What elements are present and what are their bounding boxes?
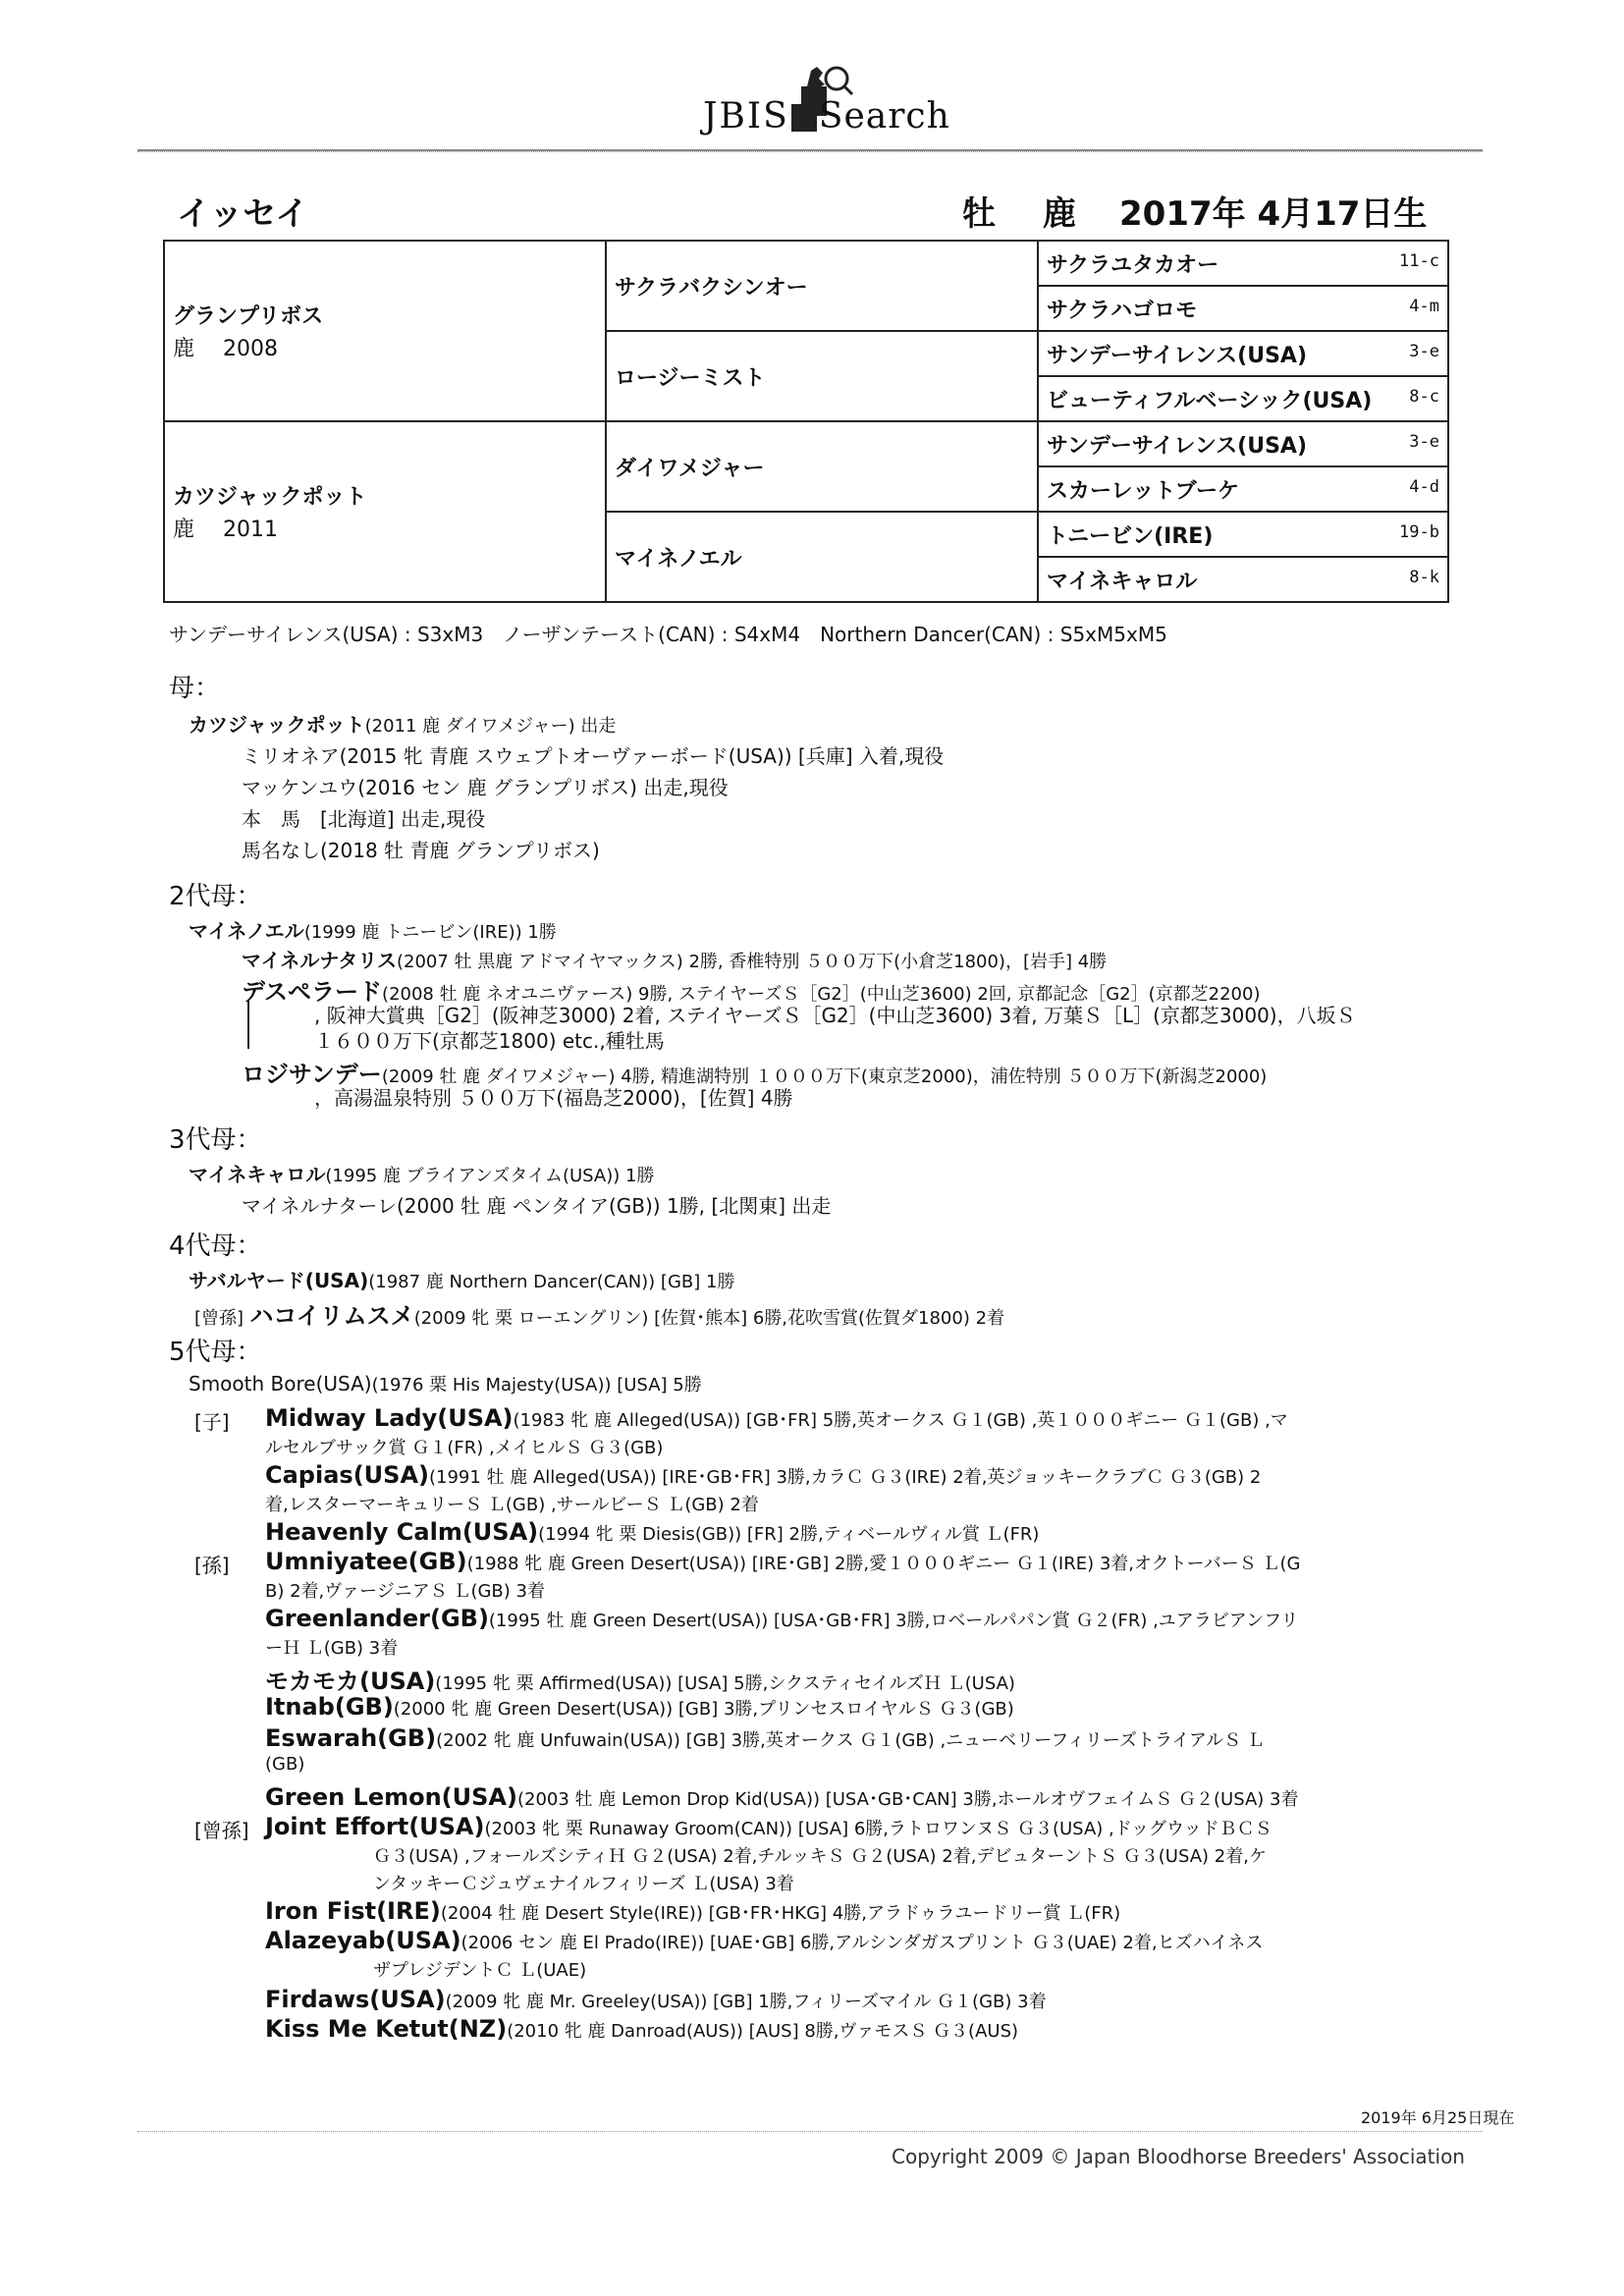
family-number: 8-k [1409,568,1439,587]
relation-tag: [曾孫] [194,1308,244,1329]
gen5-entry-cont: ザプレジデントＣ Ｌ(UAE) [373,1960,587,1981]
offspring-line: ミリオネア(2015 牝 青鹿 スウェプトオーヴァーボード(USA)) [兵庫] 入着,現役 [242,744,945,768]
dam-entry-desc: (2011 鹿 ダイワメジャー) 出走 [364,716,617,737]
entry-name: モカモカ(USA) [265,1667,436,1695]
entry-name: Heavenly Calm(USA) [265,1518,539,1546]
offspring-name: デスペラード [242,978,383,1006]
gen5-entry-cont: (GB) [265,1754,305,1775]
horse-header [177,187,1453,236]
pedigree-gen3-cell [1038,331,1448,376]
gen5-dam-name: Smooth Bore(USA) [189,1372,372,1395]
sire-name: グランプリボス [173,304,324,329]
gen4-offspring-line [194,1296,1004,1331]
entry-desc: (1995 牝 栗 Affirmed(USA)) [USA] 5勝,シクスティセイルズＨ Ｌ(USA) [435,1673,1015,1694]
pedigree-gen3-cell [1038,512,1448,557]
pedigree-gen3-cell [1038,376,1448,421]
entry-desc: (2004 牡 鹿 Desert Style(IRE)) [GB･FR･HKG] 4勝,アラドゥラユードリー賞 Ｌ(FR) [440,1903,1121,1924]
family-number: 19-b [1399,522,1439,542]
gen3-name: トニービン(IRE) [1047,523,1214,549]
horse-birthdate: 2017年 4月17日生 [1119,194,1428,234]
relation-tag-great-grandchild: [曾孫] [194,1819,249,1842]
section-heading-dam: 母： [169,674,221,703]
pedigree-dam-dam: マイネノエル [606,512,1038,602]
horse-sex-color: 牡 鹿 [962,194,1094,234]
gen5-entry [265,1783,1298,1811]
offspring-line: マッケンユウ(2016 セン 鹿 グランプリボス) 出走,現役 [242,776,729,799]
entry-desc: (2003 牝 栗 Runaway Groom(CAN)) [USA] 6勝,ラトロワンヌＳ Ｇ３(USA) ,ドッグウッドＢＣＳ [484,1819,1272,1839]
relation-tag-child: [子] [194,1410,230,1434]
pedigree-gen3-cell [1038,421,1448,466]
gen2-offspring-cont: , 阪神大賞典［G2］(阪神芝3000) 2着, ステイヤーズＳ［G2］(中山芝3600) 3着, 万葉Ｓ［L］(京都芝3000)，八坂Ｓ [314,1004,1356,1027]
gen3-name: サンデーサイレンス(USA) [1047,433,1307,459]
gen3-dam-line [189,1159,654,1187]
entry-desc: (2002 牝 鹿 Unfuwain(USA)) [GB] 3勝,英オークス Ｇ１(GB) ,ニューベリーフィリーズトライアルＳ Ｌ [436,1730,1265,1751]
gen3-offspring-line: マイネルナターレ(2000 牡 鹿 ペンタイア(GB)) 1勝, [北関東] 出走 [242,1194,832,1218]
gen3-dam-name: マイネキャロル [189,1163,326,1186]
entry-name: Itnab(GB) [265,1693,394,1721]
relation-tag-grandchild: [孫] [194,1554,230,1577]
entry-name: Greenlander(GB) [265,1605,489,1632]
pedigree-gen3-cell [1038,286,1448,331]
offspring-desc: (2009 牡 鹿 ダイワメジャー) 4勝, 精進湖特別 １０００万下(東京芝2000)，浦佐特別 ５００万下(新潟芝2000) [381,1066,1268,1087]
gen3-name: サンデーサイレンス(USA) [1047,343,1307,368]
section-heading-gen2: 2代母： [169,882,262,911]
gen5-entry [265,1724,1265,1752]
horse-name: イッセイ [177,194,309,234]
pedigree-dam-sire: ダイワメジャー [606,421,1038,512]
gen3-dam-desc: (1995 鹿 ブライアンズタイム(USA)) 1勝 [325,1166,655,1186]
entry-name: Eswarah(GB) [265,1724,437,1752]
pedigree-gen3-cell [1038,557,1448,602]
gen5-entry [265,1461,1261,1489]
copyright: Copyright 2009 © Japan Bloodhorse Breeders' Association [892,2145,1465,2168]
gen2-offspring-cont: ，高湯温泉特別 ５００万下(福島芝2000)，[佐賀] 4勝 [314,1086,793,1110]
pedigree-sire [164,241,606,421]
gen5-entry [265,1897,1120,1925]
entry-desc: (1988 牝 鹿 Green Desert(USA)) [IRE･GB] 2勝,愛１０００ギニー Ｇ１(IRE) 3着,オクトーバーＳ Ｌ(G [466,1554,1301,1574]
logo-jbis: JBIS [703,96,789,137]
offspring-name: マイネルナタリス [242,949,397,972]
gen2-offspring-cont: １６００万下(京都芝1800) etc.,種牡馬 [314,1029,665,1053]
sire-info: 鹿 2008 [173,337,278,361]
gen5-entry-cont: B) 2着,ヴァージニアＳ Ｌ(GB) 3着 [265,1581,545,1602]
pedigree-gen3-cell [1038,241,1448,286]
entry-name: Joint Effort(USA) [265,1813,485,1840]
header-rule [137,149,1483,152]
gen5-entry-cont: ーＨ Ｌ(GB) 3着 [265,1638,399,1659]
offspring-desc: (2009 牝 栗 ローエングリン) [佐賀･熊本] 6勝,花吹雪賞(佐賀ダ1800) 2着 [413,1308,1005,1329]
entry-name: Firdaws(USA) [265,1986,446,2013]
offspring-desc: (2008 牡 鹿 ネオユニヴァース) 9勝, ステイヤーズＳ［G2］(中山芝3600) 2回, 京都記念［G2］(京都芝2200) [382,984,1261,1005]
offspring-line: 馬名なし(2018 牡 青鹿 グランプリボス) [242,839,600,862]
dam-line [189,709,616,738]
gen3-name: スカーレットブーケ [1047,478,1240,504]
jbis-search-logo [703,69,950,147]
gen5-entry [265,1605,1298,1632]
entry-name: Midway Lady(USA) [265,1404,514,1432]
pedigree-sire-sire: サクラバクシンオー [606,241,1038,331]
entry-name: Alazeyab(USA) [265,1927,461,1954]
entry-name: Green Lemon(USA) [265,1783,517,1811]
section-heading-gen4: 4代母： [169,1231,262,1261]
gen5-entry [265,1813,1272,1840]
inbreeding-summary: サンデーサイレンス(USA) : S3xM3 ノーザンテースト(CAN) : S4xM4 Northern Dancer(CAN) : S5xM5xM5 [169,623,1167,646]
footer-rule [137,2131,1483,2132]
pedigree-dam [164,421,606,602]
gen5-entry [265,1662,1015,1696]
gen3-name: サクラユタカオー [1047,252,1219,278]
gen2-offspring-line [242,945,1107,973]
pedigree-table [163,240,1449,603]
gen2-dam-line [189,915,557,944]
offspring-line: 本 馬 [北海道] 出走,現役 [242,807,486,831]
pedigree-sire-dam: ロージーミスト [606,331,1038,421]
gen5-entry [265,2015,1018,2043]
family-number: 4-m [1409,297,1439,316]
gen2-dam-desc: (1999 鹿 トニービン(IRE)) 1勝 [303,922,557,943]
entry-name: Iron Fist(IRE) [265,1897,441,1925]
offspring-name: ロジサンデー [242,1061,382,1088]
gen5-dam-line [189,1371,702,1396]
gen5-entry-cont: ンタッキーＣジュヴェナイルフィリーズ Ｌ(USA) 3着 [373,1874,794,1894]
gen5-entry [265,1986,1047,2013]
entry-desc: (2006 セン 鹿 El Prado(IRE)) [UAE･GB] 6勝,アルシンダガスプリント Ｇ３(UAE) 2着,ヒズハイネス [460,1933,1264,1953]
gen5-entry [265,1404,1288,1432]
gen2-dam-name: マイネノエル [189,919,304,943]
gen5-entry [265,1518,1039,1546]
entry-desc: (2010 牝 鹿 Danroad(AUS)) [AUS] 8勝,ヴァモスＳ Ｇ３(AUS) [507,2021,1019,2042]
dam-info: 鹿 2011 [173,518,278,542]
gen5-entry-cont: 着,レスターマーキュリーＳ Ｌ(GB) ,サールビーＳ Ｌ(GB) 2着 [265,1495,759,1515]
gen5-entry-cont: Ｇ３(USA) ,フォールズシティＨ Ｇ２(USA) 2着,チルッキＳ Ｇ２(USA) 2着,デビュターントＳ Ｇ３(USA) 2着,ケ [373,1846,1267,1867]
gen3-name: サクラハゴロモ [1047,298,1198,323]
family-number: 3-e [1409,342,1439,361]
family-number: 8-c [1409,387,1439,407]
gen4-dam-desc: (1987 鹿 Northern Dancer(CAN)) [GB] 1勝 [368,1272,735,1292]
family-number: 4-d [1409,477,1439,497]
entry-desc: (2009 牝 鹿 Mr. Greeley(USA)) [GB] 1勝,フィリーズマイル Ｇ１(GB) 3着 [445,1992,1047,2012]
as-of-date: 2019年 6月25日現在 [1361,2108,1515,2127]
offspring-desc: (2007 牡 黒鹿 アドマイヤマックス) 2勝, 香椎特別 ５００万下(小倉芝1800)，[岩手] 4勝 [397,952,1108,972]
family-number: 3-e [1409,432,1439,452]
continuation-bar [247,1000,249,1049]
entry-desc: (2000 牝 鹿 Green Desert(USA)) [GB] 3勝,プリンセスロイヤルＳ Ｇ３(GB) [393,1699,1014,1720]
entry-desc: (2003 牡 鹿 Lemon Drop Kid(USA)) [USA･GB･CAN] 3勝,ホールオヴフェイムＳ Ｇ２(USA) 3着 [516,1789,1299,1810]
gen5-entry-cont: ルセルブサック賞 Ｇ１(FR) ,メイヒルＳ Ｇ３(GB) [265,1438,664,1458]
entry-desc: (1991 牡 鹿 Alleged(USA)) [IRE･GB･FR] 3勝,カラＣ Ｇ３(IRE) 2着,英ジョッキークラブＣ Ｇ３(GB) 2 [428,1467,1262,1488]
family-number: 11-c [1399,251,1439,271]
gen4-dam-line [189,1265,734,1293]
entry-desc: (1995 牡 鹿 Green Desert(USA)) [USA･GB･FR] 3勝,ロベールパパン賞 Ｇ２(FR) ,ユアラビアンフリ [488,1611,1299,1631]
section-heading-gen5: 5代母： [169,1338,262,1367]
section-heading-gen3: 3代母： [169,1125,262,1155]
entry-name: Umniyatee(GB) [265,1548,467,1575]
gen4-dam-name: サバルヤード(USA) [189,1269,369,1292]
gen3-name: ビューティフルベーシック(USA) [1047,388,1373,413]
gen5-entry [265,1927,1263,1954]
gen5-entry [265,1548,1300,1575]
entry-desc: (1983 牝 鹿 Alleged(USA)) [GB･FR] 5勝,英オークス Ｇ１(GB) ,英１０００ギニー Ｇ１(GB) ,マ [513,1410,1288,1431]
logo-search: Search [818,96,950,137]
offspring-name: ハコイリムスメ [249,1302,414,1330]
gen5-entry [265,1693,1014,1721]
gen5-dam-desc: (1976 栗 His Majesty(USA)) [USA] 5勝 [371,1375,702,1395]
entry-name: Kiss Me Ketut(NZ) [265,2015,508,2043]
gen3-name: マイネキャロル [1047,569,1198,594]
dam-entry-name: カツジャックポット [189,713,365,737]
pedigree-gen3-cell [1038,466,1448,512]
entry-name: Capias(USA) [265,1461,429,1489]
dam-name: カツジャックポット [173,485,367,510]
entry-desc: (1994 牝 栗 Diesis(GB)) [FR] 2勝,ティベールヴィル賞 Ｌ(FR) [538,1524,1040,1545]
logo-text [703,96,950,137]
